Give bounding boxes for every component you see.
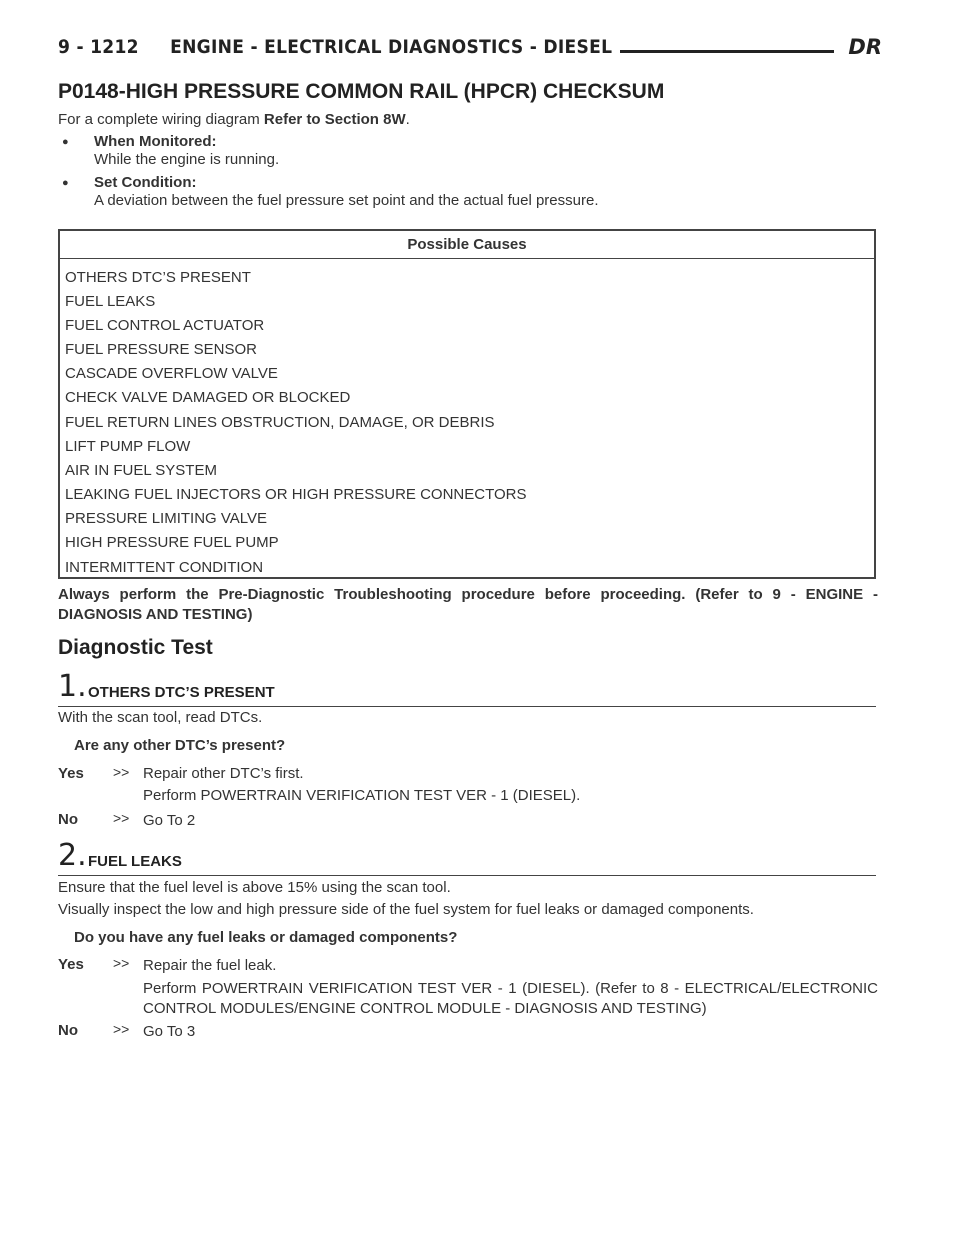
step-1-yes-action: Repair other DTC’s first. <box>143 765 304 782</box>
bullet-icon: ● <box>62 136 69 148</box>
arrow-icon: >> <box>113 1021 130 1037</box>
step-1-heading <box>58 669 876 707</box>
arrow-icon: >> <box>113 764 130 780</box>
page-header <box>58 36 882 66</box>
step-2-no-action[interactable]: Go To 3 <box>143 1023 196 1040</box>
wiring-ref-link[interactable]: Refer to Section 8W <box>263 111 406 128</box>
step-1-instruction: With the scan tool, read DTCs. <box>58 709 263 726</box>
step-2-yes-verify: Perform POWERTRAIN VERIFICATION TEST VER - 1 (DIESEL). (Refer to 8 - ELECTRICAL/ELECTRONIC CONTROL MODULES/ENGINE CONTROL MODULE - DIAGNOSIS AND TESTING) <box>143 980 878 1017</box>
cause-item: CHECK VALVE DAMAGED OR BLOCKED <box>65 389 351 406</box>
bullet-text-set-condition: A deviation between the fuel pressure set point and the actual fuel pressure. <box>94 192 599 209</box>
step-2-instruction: Ensure that the fuel level is above 15% using the scan tool. <box>58 879 451 896</box>
wiring-line <box>58 111 410 128</box>
pre-diagnostic-note: Always perform the Pre-Diagnostic Troubleshooting procedure before proceeding. (Refer to 9 - ENGINE - DIAGNOSIS AND TESTING) <box>58 586 878 623</box>
step-1-no-label: No <box>58 811 78 828</box>
step-number: 1. <box>58 669 87 704</box>
bullet-text-monitored: While the engine is running. <box>94 151 280 168</box>
page-title: P0148-HIGH PRESSURE COMMON RAIL (HPCR) CHECKSUM <box>58 80 665 103</box>
possible-causes-table <box>58 229 876 579</box>
step-number: 2. <box>58 838 87 873</box>
cause-item: HIGH PRESSURE FUEL PUMP <box>65 534 279 551</box>
cause-item: LIFT PUMP FLOW <box>65 438 191 455</box>
cause-item: FUEL CONTROL ACTUATOR <box>65 317 265 334</box>
arrow-icon: >> <box>113 810 130 826</box>
arrow-icon: >> <box>113 955 130 971</box>
step-1-question: Are any other DTC’s present? <box>74 737 286 754</box>
step-2-instruction: Visually inspect the low and high pressure side of the fuel system for fuel leaks or damaged components. <box>58 901 754 918</box>
step-1-no-action[interactable]: Go To 2 <box>143 812 196 829</box>
cause-item: PRESSURE LIMITING VALVE <box>65 510 267 527</box>
diagnostic-test-heading: Diagnostic Test <box>58 636 213 659</box>
step-2-yes-label: Yes <box>58 956 84 973</box>
step-2-yes-action: Repair the fuel leak. <box>143 957 277 974</box>
step-2-question: Do you have any fuel leaks or damaged components? <box>74 929 458 946</box>
step-title: OTHERS DTC’S PRESENT <box>88 684 275 701</box>
causes-header: Possible Causes <box>60 231 874 259</box>
wiring-prefix: For a complete wiring diagram <box>58 111 260 128</box>
bullet-label-set-condition: Set Condition: <box>94 174 197 191</box>
cause-item: FUEL LEAKS <box>65 293 156 310</box>
header-text: 9 - 1212 ENGINE - ELECTRICAL DIAGNOSTICS - DIESEL <box>58 36 620 58</box>
bullet-icon: ● <box>62 177 69 189</box>
step-1-yes-verify: Perform POWERTRAIN VERIFICATION TEST VER - 1 (DIESEL). <box>143 787 581 804</box>
step-1-yes-label: Yes <box>58 765 84 782</box>
cause-item: LEAKING FUEL INJECTORS OR HIGH PRESSURE CONNECTORS <box>65 486 527 503</box>
header-model: DR <box>840 35 882 59</box>
wiring-suffix: . <box>405 111 410 128</box>
cause-item: INTERMITTENT CONDITION <box>65 559 264 576</box>
step-2-no-label: No <box>58 1022 78 1039</box>
cause-item: AIR IN FUEL SYSTEM <box>65 462 217 479</box>
cause-item: CASCADE OVERFLOW VALVE <box>65 365 278 382</box>
cause-item: FUEL RETURN LINES OBSTRUCTION, DAMAGE, OR DEBRIS <box>65 414 495 431</box>
cause-item: OTHERS DTC’S PRESENT <box>65 269 251 286</box>
bullet-label-monitored: When Monitored: <box>94 133 217 150</box>
step-2-heading <box>58 838 876 876</box>
step-title: FUEL LEAKS <box>88 853 182 870</box>
cause-item: FUEL PRESSURE SENSOR <box>65 341 257 358</box>
